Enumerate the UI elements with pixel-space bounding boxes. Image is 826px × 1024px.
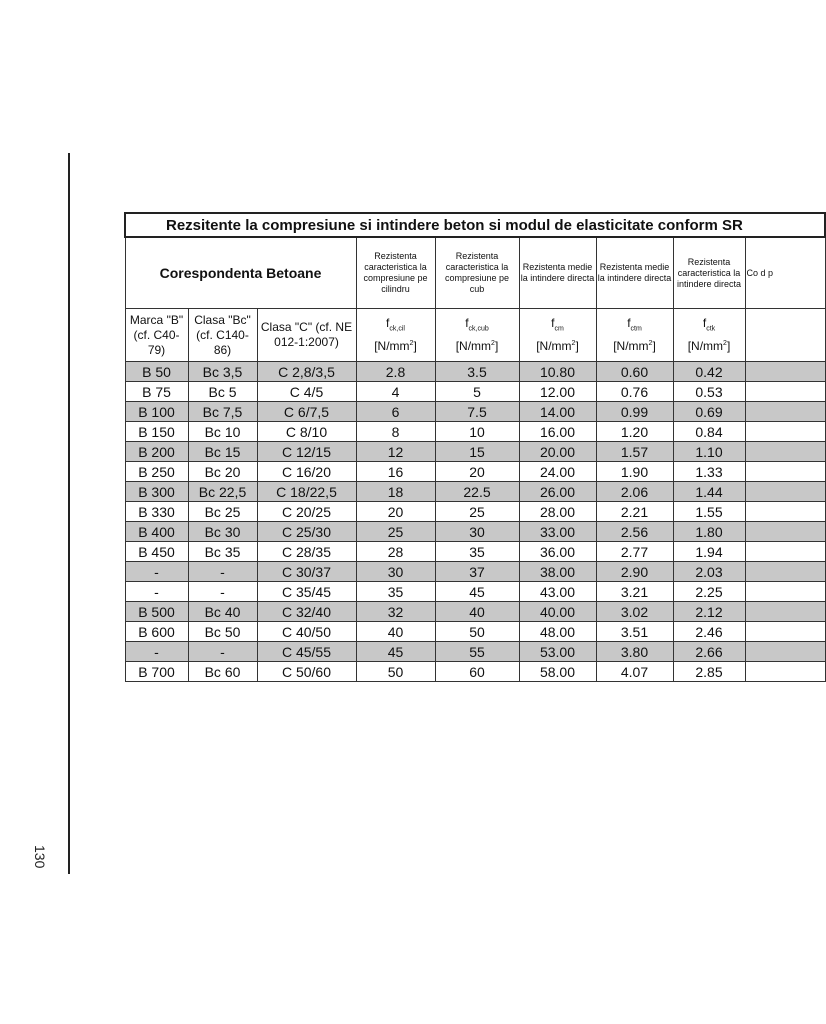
- table-cell: -: [125, 562, 188, 582]
- table-cell: 43.00: [519, 582, 596, 602]
- desc-header-truncated: Co d p: [745, 237, 825, 309]
- table-cell-truncated: [745, 662, 825, 682]
- table-cell: Bc 22,5: [188, 482, 257, 502]
- table-cell-truncated: [745, 442, 825, 462]
- table-row: [125, 482, 825, 502]
- table-cell: 18: [356, 482, 435, 502]
- table-cell: 16: [356, 462, 435, 482]
- table-cell: 24.00: [519, 462, 596, 482]
- table-cell: C 32/40: [257, 602, 356, 622]
- table-cell: 2.46: [673, 622, 745, 642]
- col-header-clasa-bc: Clasa "Bc" (cf. C140-86): [188, 309, 257, 362]
- table-row: [125, 362, 825, 382]
- table-cell: 4: [356, 382, 435, 402]
- table-cell: 6: [356, 402, 435, 422]
- table-cell: 20: [435, 462, 519, 482]
- table-cell: 1.10: [673, 442, 745, 462]
- table-cell: 2.66: [673, 642, 745, 662]
- table-row: [125, 422, 825, 442]
- table-cell: 1.57: [596, 442, 673, 462]
- table-row: [125, 542, 825, 562]
- table-cell: C 25/30: [257, 522, 356, 542]
- table-cell: C 20/25: [257, 502, 356, 522]
- table-cell: 3.02: [596, 602, 673, 622]
- table-cell-truncated: [745, 582, 825, 602]
- table-cell: 40: [356, 622, 435, 642]
- table-body: [125, 362, 825, 682]
- desc-header-fcm: Rezistenta medie la intindere directa: [519, 237, 596, 309]
- table-cell: B 700: [125, 662, 188, 682]
- table-cell: -: [125, 642, 188, 662]
- table-cell: 36.00: [519, 542, 596, 562]
- table-cell: B 150: [125, 422, 188, 442]
- table-cell: 26.00: [519, 482, 596, 502]
- table-cell: 0.53: [673, 382, 745, 402]
- table-cell: 2.77: [596, 542, 673, 562]
- table-cell: Bc 35: [188, 542, 257, 562]
- table-cell: C 4/5: [257, 382, 356, 402]
- table-cell-truncated: [745, 602, 825, 622]
- table-cell: 3.80: [596, 642, 673, 662]
- table-cell: 3.51: [596, 622, 673, 642]
- table-cell: B 50: [125, 362, 188, 382]
- page-number: 130: [32, 845, 48, 869]
- table-cell: 50: [356, 662, 435, 682]
- symbol-fck-cil: $f_{ck,cil}$ $[N/mm^2]$: [356, 309, 435, 362]
- table-cell: 2.8: [356, 362, 435, 382]
- table-cell: 4.07: [596, 662, 673, 682]
- table-cell: 25: [356, 522, 435, 542]
- table-cell: 22.5: [435, 482, 519, 502]
- table-cell: C 8/10: [257, 422, 356, 442]
- table-row: [125, 442, 825, 462]
- table-cell-truncated: [745, 522, 825, 542]
- table-cell: 25: [435, 502, 519, 522]
- table-cell: 2.56: [596, 522, 673, 542]
- table-cell: 8: [356, 422, 435, 442]
- table-cell-truncated: [745, 542, 825, 562]
- table-cell: C 2,8/3,5: [257, 362, 356, 382]
- table-cell: C 12/15: [257, 442, 356, 462]
- symbol-fctk: $f_{ctk}$ $[N/mm^2]$: [673, 309, 745, 362]
- table-cell: B 500: [125, 602, 188, 622]
- table-cell-truncated: [745, 362, 825, 382]
- margin-rule: [68, 153, 70, 874]
- table-cell: C 30/37: [257, 562, 356, 582]
- table-cell: B 400: [125, 522, 188, 542]
- table-cell-truncated: [745, 402, 825, 422]
- table-cell: 15: [435, 442, 519, 462]
- col-header-clasa-c: Clasa "C" (cf. NE 012-1:2007): [257, 309, 356, 362]
- table-cell: 2.06: [596, 482, 673, 502]
- table-cell: Bc 15: [188, 442, 257, 462]
- table-cell: 60: [435, 662, 519, 682]
- table-cell: C 16/20: [257, 462, 356, 482]
- table-cell: 1.20: [596, 422, 673, 442]
- desc-header-fctk: Rezistenta caracteristica la intindere directa: [673, 237, 745, 309]
- desc-header-fck-cil: Rezistenta caracteristica la compresiune pe cilindru: [356, 237, 435, 309]
- table-cell: 45: [356, 642, 435, 662]
- table-cell: 28: [356, 542, 435, 562]
- table-cell: 20: [356, 502, 435, 522]
- table-cell: Bc 5: [188, 382, 257, 402]
- table-cell: 35: [435, 542, 519, 562]
- table-cell: 33.00: [519, 522, 596, 542]
- table-row: [125, 642, 825, 662]
- table-cell: 10.80: [519, 362, 596, 382]
- table-cell: C 18/22,5: [257, 482, 356, 502]
- table-row: [125, 602, 825, 622]
- table-cell: B 330: [125, 502, 188, 522]
- table-cell: B 100: [125, 402, 188, 422]
- table-cell: C 28/35: [257, 542, 356, 562]
- table-cell: Bc 10: [188, 422, 257, 442]
- table-cell: C 45/55: [257, 642, 356, 662]
- table-cell: 1.55: [673, 502, 745, 522]
- table-cell: B 600: [125, 622, 188, 642]
- table-cell: 1.44: [673, 482, 745, 502]
- table-cell: C 40/50: [257, 622, 356, 642]
- table-cell: 0.42: [673, 362, 745, 382]
- symbol-fctm: $f_{ctm}$ $[N/mm^2]$: [596, 309, 673, 362]
- table-cell: 30: [435, 522, 519, 542]
- desc-header-fck-cub: Rezistenta caracteristica la compresiune pe cub: [435, 237, 519, 309]
- table-cell: 37: [435, 562, 519, 582]
- table-cell: 1.80: [673, 522, 745, 542]
- table-row: [125, 662, 825, 682]
- table-cell: 10: [435, 422, 519, 442]
- symbol-truncated: [745, 309, 825, 362]
- table-cell: C 6/7,5: [257, 402, 356, 422]
- table-cell: 0.84: [673, 422, 745, 442]
- table-cell: 38.00: [519, 562, 596, 582]
- table-cell: Bc 25: [188, 502, 257, 522]
- table-cell: 0.60: [596, 362, 673, 382]
- table-cell: B 300: [125, 482, 188, 502]
- table-cell: Bc 50: [188, 622, 257, 642]
- table-cell: 40.00: [519, 602, 596, 622]
- table-row: [125, 382, 825, 402]
- table-cell-truncated: [745, 562, 825, 582]
- table-cell: -: [188, 562, 257, 582]
- table-cell: 1.33: [673, 462, 745, 482]
- table-cell: 1.90: [596, 462, 673, 482]
- table-cell: Bc 3,5: [188, 362, 257, 382]
- table-cell: 12.00: [519, 382, 596, 402]
- table-cell: Bc 30: [188, 522, 257, 542]
- table-cell: -: [188, 582, 257, 602]
- table-cell: 35: [356, 582, 435, 602]
- table-cell: 1.94: [673, 542, 745, 562]
- table-cell: 2.12: [673, 602, 745, 622]
- table-cell: 2.25: [673, 582, 745, 602]
- table-cell: 2.85: [673, 662, 745, 682]
- table-row: [125, 522, 825, 542]
- table-cell: C 35/45: [257, 582, 356, 602]
- table-cell: B 450: [125, 542, 188, 562]
- concrete-strength-table: [124, 212, 826, 682]
- symbol-fck-cub: $f_{ck,cub}$ $[N/mm^2]$: [435, 309, 519, 362]
- table-cell: 50: [435, 622, 519, 642]
- table-cell: 5: [435, 382, 519, 402]
- table-cell: 58.00: [519, 662, 596, 682]
- table-cell-truncated: [745, 642, 825, 662]
- table-cell: 14.00: [519, 402, 596, 422]
- table-cell: 16.00: [519, 422, 596, 442]
- symbol-fcm: $f_{cm}$ $[N/mm^2]$: [519, 309, 596, 362]
- table-cell: 2.03: [673, 562, 745, 582]
- table-cell: Bc 20: [188, 462, 257, 482]
- table-cell: 28.00: [519, 502, 596, 522]
- concrete-strength-table-region: [124, 212, 774, 684]
- table-cell: 0.99: [596, 402, 673, 422]
- table-cell: 45: [435, 582, 519, 602]
- table-row: [125, 462, 825, 482]
- table-cell: 3.5: [435, 362, 519, 382]
- table-row: [125, 622, 825, 642]
- table-cell: 12: [356, 442, 435, 462]
- table-cell: 32: [356, 602, 435, 622]
- table-cell-truncated: [745, 382, 825, 402]
- table-cell: 0.76: [596, 382, 673, 402]
- table-cell: -: [125, 582, 188, 602]
- table-cell: Bc 40: [188, 602, 257, 622]
- table-cell: 40: [435, 602, 519, 622]
- table-cell: B 75: [125, 382, 188, 402]
- table-cell: B 250: [125, 462, 188, 482]
- table-cell: 30: [356, 562, 435, 582]
- table-row: [125, 562, 825, 582]
- table-row: [125, 582, 825, 602]
- table-cell: 2.21: [596, 502, 673, 522]
- table-cell-truncated: [745, 462, 825, 482]
- table-cell: 0.69: [673, 402, 745, 422]
- table-cell: Bc 60: [188, 662, 257, 682]
- group-header: Corespondenta Betoane: [125, 237, 356, 309]
- table-cell: 53.00: [519, 642, 596, 662]
- table-row: [125, 502, 825, 522]
- table-cell-truncated: [745, 622, 825, 642]
- table-cell: Bc 7,5: [188, 402, 257, 422]
- table-cell-truncated: [745, 422, 825, 442]
- col-header-marca: Marca "B" (cf. C40-79): [125, 309, 188, 362]
- table-cell: 7.5: [435, 402, 519, 422]
- table-cell: 20.00: [519, 442, 596, 462]
- desc-header-fctm: Rezistenta medie la intindere directa: [596, 237, 673, 309]
- table-row: [125, 402, 825, 422]
- table-cell: 3.21: [596, 582, 673, 602]
- table-cell: 48.00: [519, 622, 596, 642]
- table-cell-truncated: [745, 482, 825, 502]
- table-title: Rezsitente la compresiune si intindere beton si modul de elasticitate conform SR: [125, 213, 825, 237]
- table-cell: 2.90: [596, 562, 673, 582]
- table-cell: 55: [435, 642, 519, 662]
- table-cell: C 50/60: [257, 662, 356, 682]
- table-cell-truncated: [745, 502, 825, 522]
- table-cell: B 200: [125, 442, 188, 462]
- table-cell: -: [188, 642, 257, 662]
